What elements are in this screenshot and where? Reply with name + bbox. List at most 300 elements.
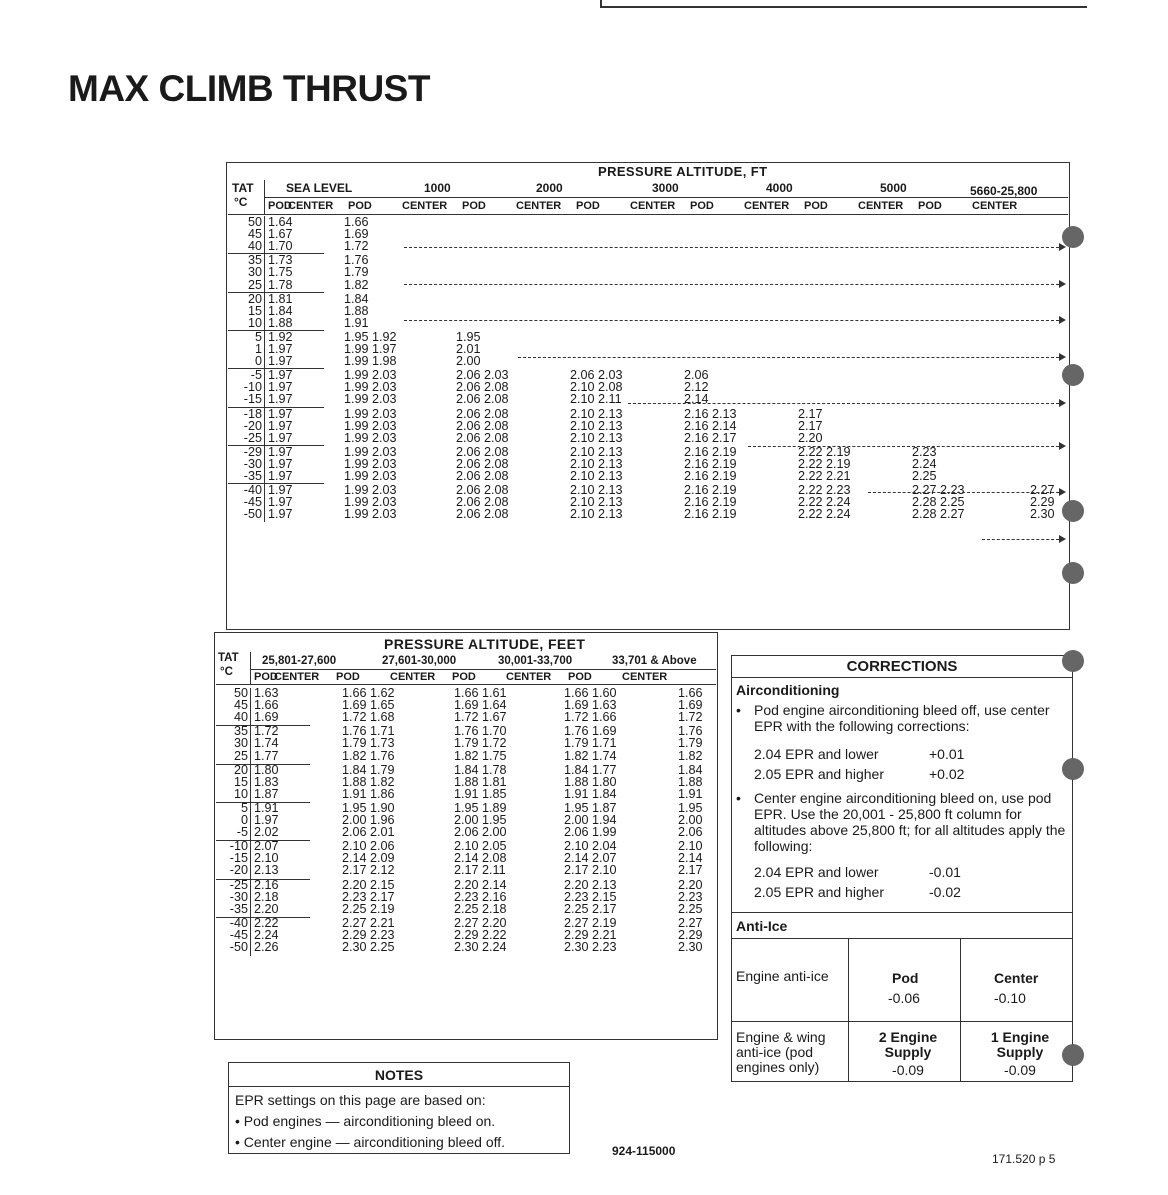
- alt-30001: 30,001-33,700: [498, 655, 573, 667]
- epr-cell: 2.10 2.04: [564, 839, 617, 854]
- pod-cell: 2.26: [254, 940, 279, 954]
- tat-cell: 20: [247, 291, 262, 306]
- epr-cell: 2.25 2.18: [454, 901, 507, 916]
- epr-cell: 2.16 2.19: [684, 444, 737, 459]
- epr-cell: 1.99 1.97: [344, 342, 397, 356]
- subhead-pod: POD: [576, 200, 600, 212]
- tat-cell: 35: [247, 253, 262, 268]
- epr-cell: 2.00 1.96: [342, 813, 395, 827]
- epr-cell: 2.06 2.08: [456, 495, 509, 510]
- epr-cell: 2.06 2.08: [456, 469, 509, 483]
- subhead-pod: POD: [462, 200, 486, 212]
- epr-cell: 2.06: [678, 825, 703, 840]
- alt-27601: 27,601-30,000: [382, 655, 457, 667]
- pod-cell: 2.13: [254, 863, 279, 878]
- epr-cell: 2.27 2.21: [342, 915, 395, 930]
- tat-cell: -40: [229, 915, 248, 930]
- epr-cell: 1.66: [678, 686, 703, 700]
- notes-item2: • Center engine — airconditioning bleed off.: [235, 1134, 506, 1150]
- tat-cell: 10: [247, 315, 262, 330]
- epr-cell: 1.88 1.81: [454, 774, 507, 789]
- epr-cell: 1.95 1.87: [564, 800, 617, 815]
- pod-cell: 1.67: [268, 227, 293, 242]
- epr-cell: 1.79 1.73: [342, 736, 395, 751]
- epr-cell: 2.06 2.08: [456, 430, 509, 445]
- tat-cell: -45: [243, 495, 262, 510]
- pod-cell: 1.97: [268, 469, 293, 483]
- epr-cell: 2.10 2.06: [342, 839, 395, 854]
- tat-cell: 0: [240, 813, 248, 827]
- epr-cell: 1.66 1.62: [342, 686, 395, 700]
- lower-tat-label: TAT: [218, 652, 239, 664]
- epr-cell: 2.06: [684, 368, 709, 383]
- ew-pod-value: -0.09: [892, 1062, 924, 1078]
- ew-center-label: 1 Engine Supply: [990, 1029, 1050, 1060]
- epr-cell: 2.16 2.19: [684, 469, 737, 483]
- continuation-arrow: [518, 357, 1064, 358]
- pod-cell: 2.18: [254, 889, 279, 904]
- epr-cell: 2.29: [1030, 495, 1055, 510]
- epr-cell: 2.24: [912, 456, 937, 471]
- subhead-center: CENTER: [288, 200, 334, 212]
- tat-cell: 1: [254, 342, 262, 356]
- epr-cell: 2.16 2.19: [684, 483, 737, 498]
- epr-cell: 1.76: [678, 724, 703, 739]
- epr-cell: 1.88 1.82: [342, 774, 395, 789]
- pod-cell: 1.66: [254, 698, 279, 713]
- continuation-arrow: [868, 492, 1064, 493]
- epr-cell: 1.79: [344, 265, 369, 280]
- pod-cell: 1.84: [268, 303, 293, 318]
- epr-cell: 2.30: [678, 940, 703, 954]
- b2-line1: [754, 864, 1054, 880]
- epr-cell: 2.22 2.24: [798, 495, 851, 510]
- epr-cell: 2.06 2.08: [456, 456, 509, 471]
- epr-cell: 2.10 2.13: [570, 507, 623, 522]
- b1-line1-value: +0.01: [929, 746, 965, 762]
- epr-cell: 1.91 1.85: [454, 786, 507, 801]
- epr-cell: 2.06 2.00: [454, 825, 507, 840]
- epr-cell: 1.69: [678, 698, 703, 713]
- engine-wing-label: Engine & wing anti-ice (pod engines only): [736, 1029, 826, 1075]
- alt-1000: 1000: [424, 181, 451, 195]
- ew-center-value: -0.09: [1004, 1062, 1036, 1078]
- antiice-center-label: Center: [994, 970, 1039, 986]
- tat-cell: -40: [243, 483, 262, 498]
- subhead-pod: POD: [918, 200, 942, 212]
- tat-cell: 15: [233, 774, 248, 789]
- epr-cell: 2.30 2.24: [454, 940, 507, 954]
- pod-cell: 1.92: [268, 329, 293, 344]
- pod-cell: 1.97: [268, 354, 293, 369]
- subhead-pod: POD: [336, 671, 360, 683]
- subhead-pod: POD: [804, 200, 828, 212]
- epr-cell: 2.17 2.10: [564, 863, 617, 878]
- epr-cell: 1.66 1.61: [454, 686, 507, 700]
- epr-cell: 1.76 1.69: [564, 724, 617, 739]
- tat-cell: 30: [247, 265, 262, 280]
- tat-cell: -20: [243, 418, 262, 433]
- tat-cell: 5: [240, 800, 248, 815]
- epr-cell: 2.10 2.13: [570, 483, 623, 498]
- alt-3000: 3000: [652, 181, 679, 195]
- subhead-pod: POD: [348, 200, 372, 212]
- b2-line1-label: 2.04 EPR and lower: [754, 864, 879, 880]
- epr-cell: 2.14 2.07: [564, 851, 617, 866]
- pod-cell: 1.63: [254, 686, 279, 700]
- tat-cell: 50: [247, 215, 262, 229]
- epr-cell: 1.95: [678, 800, 703, 815]
- tat-cell: -25: [243, 430, 262, 445]
- epr-cell: 1.76 1.70: [454, 724, 507, 739]
- subhead-pod: POD: [268, 200, 292, 212]
- epr-cell: 2.17: [678, 863, 703, 878]
- epr-cell: 1.88: [678, 774, 703, 789]
- epr-cell: 2.17 2.12: [342, 863, 395, 878]
- b1-line2-value: +0.02: [929, 766, 965, 782]
- subhead-center: CENTER: [390, 671, 436, 683]
- tat-cell: -30: [243, 456, 262, 471]
- epr-cell: 2.10: [678, 839, 703, 854]
- tat-cell: 25: [247, 277, 262, 292]
- page-tab-6: [1062, 758, 1084, 780]
- pod-cell: 2.07: [254, 839, 279, 854]
- notes-item1-text: Pod engines — airconditioning bleed on.: [243, 1113, 496, 1129]
- epr-cell: 2.10 2.13: [570, 495, 623, 510]
- epr-cell: 2.22 2.23: [798, 483, 851, 498]
- epr-cell: 2.20 2.13: [564, 877, 617, 892]
- tat-cell: 40: [247, 239, 262, 254]
- epr-cell: 1.88 1.80: [564, 774, 617, 789]
- b1-line1: [754, 746, 1054, 762]
- epr-cell: 1.79: [678, 736, 703, 751]
- page-tab-7: [1062, 1044, 1084, 1066]
- alt-sea-level: SEA LEVEL: [286, 181, 353, 195]
- continuation-arrow: [404, 247, 1064, 248]
- epr-cell: 2.12: [684, 380, 709, 395]
- subhead-pod: POD: [452, 671, 476, 683]
- epr-cell: 1.95: [456, 329, 481, 344]
- page-ref: 171.520 p 5: [992, 1152, 1056, 1166]
- antiice-pod-value: -0.06: [888, 990, 920, 1006]
- pod-cell: 1.88: [268, 315, 293, 330]
- pod-cell: 1.97: [268, 406, 293, 421]
- epr-cell: 1.72: [678, 710, 703, 725]
- pod-cell: 1.87: [254, 786, 279, 801]
- tat-cell: -50: [229, 940, 248, 954]
- pod-cell: 1.72: [254, 724, 279, 739]
- tat-cell: 45: [247, 227, 262, 242]
- epr-cell: 2.22 2.19: [798, 444, 851, 459]
- lower-table-caption: PRESSURE ALTITUDE, FEET: [384, 636, 586, 652]
- tat-cell: 40: [233, 710, 248, 725]
- tat-cell: -10: [229, 839, 248, 854]
- epr-cell: 2.14 2.08: [454, 851, 507, 866]
- epr-cell: 2.14: [684, 392, 709, 407]
- epr-cell: 1.99 2.03: [344, 430, 397, 445]
- tat-unit: °C: [234, 195, 248, 209]
- b2-line1-value: -0.01: [929, 864, 961, 880]
- epr-cell: 2.06 2.03: [456, 368, 509, 383]
- b1-line2: [754, 766, 1054, 782]
- aircond-bullet1: • Pod engine airconditioning bleed off, use center EPR with the following corrections:: [736, 702, 1066, 734]
- subhead-center: CENTER: [630, 200, 676, 212]
- tat-cell: -29: [243, 444, 262, 459]
- engine-antiice-label: Engine anti-ice: [736, 968, 829, 984]
- pod-cell: 2.02: [254, 825, 279, 840]
- epr-cell: 2.28 2.25: [912, 495, 965, 510]
- alt-5660: 5660-25,800: [970, 184, 1038, 198]
- tat-cell: 25: [233, 748, 248, 763]
- pod-cell: 1.78: [268, 277, 293, 292]
- epr-cell: 2.06 2.08: [456, 483, 509, 498]
- tat-cell: 5: [254, 329, 262, 344]
- epr-cell: 1.66 1.60: [564, 686, 617, 700]
- epr-cell: 2.16 2.19: [684, 507, 737, 522]
- tat-cell: -15: [229, 851, 248, 866]
- epr-cell: 1.91: [344, 315, 369, 330]
- b1-line2-label: 2.05 EPR and higher: [754, 766, 884, 782]
- epr-cell: 1.72 1.68: [342, 710, 395, 725]
- epr-cell: 2.27 2.23: [912, 483, 965, 498]
- epr-cell: 2.10 2.05: [454, 839, 507, 854]
- pod-cell: 1.74: [254, 736, 279, 751]
- corrections-box: [731, 655, 1073, 1082]
- tat-cell: -30: [229, 889, 248, 904]
- epr-cell: 2.23: [912, 444, 937, 459]
- pod-cell: 1.69: [254, 710, 279, 725]
- epr-cell: 2.06 2.08: [456, 406, 509, 421]
- tat-label: TAT: [232, 181, 254, 195]
- epr-cell: 1.95 1.92: [344, 329, 397, 344]
- notes-item1: • Pod engines — airconditioning bleed on.: [235, 1113, 496, 1129]
- epr-cell: 2.29 2.23: [342, 927, 395, 942]
- continuation-arrow: [404, 284, 1064, 285]
- epr-cell: 1.69 1.64: [454, 698, 507, 713]
- lower-tat-unit: °C: [220, 666, 233, 678]
- epr-cell: 2.06 2.08: [456, 380, 509, 395]
- epr-cell: 1.84: [678, 762, 703, 777]
- epr-cell: 1.88: [344, 303, 369, 318]
- epr-cell: 1.91 1.86: [342, 786, 395, 801]
- ew-pod-label: 2 Engine Supply: [878, 1029, 938, 1060]
- subhead-center: CENTER: [402, 200, 448, 212]
- epr-cell: 2.22 2.21: [798, 469, 851, 483]
- alt-25801: 25,801-27,600: [262, 655, 337, 667]
- tat-cell: -10: [243, 380, 262, 395]
- epr-cell: 2.25: [912, 469, 937, 483]
- page-tab-2: [1062, 364, 1084, 386]
- epr-cell: 1.76 1.71: [342, 724, 395, 739]
- epr-cell: 1.84 1.77: [564, 762, 617, 777]
- epr-cell: 2.10 2.13: [570, 456, 623, 471]
- continuation-arrow: [982, 539, 1064, 540]
- subhead-center: CENTER: [972, 200, 1018, 212]
- pod-cell: 1.97: [268, 483, 293, 498]
- pod-cell: 1.91: [254, 800, 279, 815]
- epr-cell: 2.06 2.01: [342, 825, 395, 840]
- tat-cell: -5: [250, 368, 262, 383]
- epr-cell: 1.69 1.65: [342, 698, 395, 713]
- pod-cell: 2.20: [254, 901, 279, 916]
- b1-line1-label: 2.04 EPR and lower: [754, 746, 879, 762]
- page-tab-4: [1062, 562, 1084, 584]
- epr-cell: 1.84: [344, 291, 369, 306]
- epr-cell: 2.29 2.21: [564, 927, 617, 942]
- epr-cell: 1.91: [678, 786, 703, 801]
- epr-cell: 1.72: [344, 239, 369, 254]
- subhead-center: CENTER: [516, 200, 562, 212]
- epr-cell: 2.10 2.13: [570, 469, 623, 483]
- alt-2000: 2000: [536, 181, 563, 195]
- pod-cell: 1.70: [268, 239, 293, 254]
- epr-cell: 2.29: [678, 927, 703, 942]
- b2-line2-label: 2.05 EPR and higher: [754, 884, 884, 900]
- pod-cell: 1.97: [268, 392, 293, 407]
- notes-box: [228, 1062, 570, 1154]
- epr-cell: 2.20: [678, 877, 703, 892]
- pod-cell: 1.83: [254, 774, 279, 789]
- epr-cell: 2.28 2.27: [912, 507, 965, 522]
- epr-cell: 2.30: [1030, 507, 1055, 522]
- pod-cell: 1.64: [268, 215, 293, 229]
- epr-cell: 1.84 1.78: [454, 762, 507, 777]
- epr-cell: 2.06 2.03: [570, 368, 623, 383]
- epr-cell: 2.29 2.22: [454, 927, 507, 942]
- subhead-center: CENTER: [274, 671, 320, 683]
- pod-cell: 2.10: [254, 851, 279, 866]
- pod-cell: 1.73: [268, 253, 293, 268]
- epr-cell: 1.99 2.03: [344, 456, 397, 471]
- lower-table-header: [216, 652, 716, 685]
- top-frame-line: [600, 0, 1087, 8]
- antiice-pod-label: Pod: [892, 970, 919, 986]
- epr-cell: 1.99 2.03: [344, 368, 397, 383]
- page-tab-3: [1062, 500, 1084, 522]
- epr-cell: 2.06 2.08: [456, 507, 509, 522]
- tat-cell: 10: [233, 786, 248, 801]
- antiice-center-value: -0.10: [994, 990, 1026, 1006]
- pod-cell: 1.97: [268, 444, 293, 459]
- pod-cell: 1.97: [268, 495, 293, 510]
- epr-cell: 1.79 1.71: [564, 736, 617, 751]
- tat-cell: -50: [243, 507, 262, 522]
- epr-cell: 2.30 2.25: [342, 940, 395, 954]
- epr-cell: 2.17: [798, 418, 823, 433]
- pod-cell: 2.22: [254, 915, 279, 930]
- tat-cell: -15: [243, 392, 262, 407]
- epr-cell: 1.82 1.75: [454, 748, 507, 763]
- epr-cell: 2.14 2.09: [342, 851, 395, 866]
- epr-cell: 2.14: [678, 851, 703, 866]
- epr-cell: 2.25 2.17: [564, 901, 617, 916]
- aircond-heading: Airconditioning: [736, 682, 840, 698]
- tat-cell: -35: [229, 901, 248, 916]
- upper-table-caption: PRESSURE ALTITUDE, FT: [598, 164, 768, 179]
- epr-cell: 1.69: [344, 227, 369, 242]
- subhead-center: CENTER: [744, 200, 790, 212]
- antiice-heading: Anti-Ice: [736, 918, 788, 934]
- epr-cell: 1.99 1.98: [344, 354, 397, 369]
- epr-cell: 2.10 2.13: [570, 444, 623, 459]
- pod-cell: 1.97: [268, 380, 293, 395]
- pod-cell: 1.97: [268, 368, 293, 383]
- pod-cell: 1.75: [268, 265, 293, 280]
- epr-cell: 1.76: [344, 253, 369, 268]
- epr-cell: 2.20 2.15: [342, 877, 395, 892]
- epr-cell: 1.99 2.03: [344, 483, 397, 498]
- alt-33701: 33,701 & Above: [612, 655, 697, 667]
- epr-cell: 1.99 2.03: [344, 495, 397, 510]
- upper-table-header: [228, 180, 1068, 215]
- epr-cell: 2.22 2.19: [798, 456, 851, 471]
- pod-cell: 1.97: [268, 507, 293, 522]
- epr-cell: 1.82: [678, 748, 703, 763]
- pod-cell: 1.80: [254, 762, 279, 777]
- epr-cell: 2.22 2.24: [798, 507, 851, 522]
- epr-cell: 2.00 1.94: [564, 813, 617, 827]
- page-tab-5: [1062, 650, 1084, 672]
- epr-cell: 1.99 2.03: [344, 444, 397, 459]
- tat-cell: 20: [233, 762, 248, 777]
- tat-cell: -45: [229, 927, 248, 942]
- epr-cell: 1.95 1.89: [454, 800, 507, 815]
- epr-cell: 2.23 2.16: [454, 889, 507, 904]
- epr-cell: 2.17 2.11: [454, 863, 506, 878]
- pod-cell: 1.97: [268, 342, 293, 356]
- epr-cell: 2.23 2.15: [564, 889, 617, 904]
- subhead-pod: POD: [254, 671, 278, 683]
- bullet1-text: Pod engine airconditioning bleed off, use center EPR with the following corrections:: [754, 702, 1050, 734]
- epr-cell: 1.99 2.03: [344, 418, 397, 433]
- tat-cell: 45: [233, 698, 248, 713]
- epr-cell: 2.00 1.95: [454, 813, 507, 827]
- epr-cell: 2.06 2.08: [456, 444, 509, 459]
- epr-cell: 2.27: [678, 915, 703, 930]
- subhead-pod: POD: [690, 200, 714, 212]
- epr-cell: 2.20 2.14: [454, 877, 507, 892]
- notes-heading: NOTES: [374, 1067, 424, 1083]
- bullet2-text: Center engine airconditioning bleed on, use pod EPR. Use the 20,001 - 25,800 ft column for altitudes above 25,800 ft; for all altitudes apply the following:: [754, 790, 1066, 854]
- pod-cell: 2.24: [254, 927, 279, 942]
- epr-cell: 2.23 2.17: [342, 889, 395, 904]
- epr-cell: 2.16 2.19: [684, 456, 737, 471]
- epr-cell: 1.72 1.67: [454, 710, 507, 725]
- epr-cell: 2.27 2.20: [454, 915, 507, 930]
- continuation-arrow: [628, 403, 1064, 404]
- epr-cell: 2.10 2.13: [570, 430, 623, 445]
- tat-cell: -35: [243, 469, 262, 483]
- notes-intro: EPR settings on this page are based on:: [235, 1092, 486, 1108]
- tat-cell: -20: [229, 863, 248, 878]
- epr-cell: 1.79 1.72: [454, 736, 507, 751]
- corrections-title: CORRECTIONS: [732, 656, 1072, 678]
- b2-line2: [754, 884, 1054, 900]
- epr-cell: 1.99 2.03: [344, 406, 397, 421]
- epr-cell: 2.23: [678, 889, 703, 904]
- epr-cell: 1.99 2.03: [344, 469, 397, 483]
- epr-cell: 2.10 2.08: [570, 380, 623, 395]
- subhead-center: CENTER: [622, 671, 668, 683]
- epr-cell: 2.20: [798, 430, 823, 445]
- epr-cell: 2.16 2.13: [684, 406, 737, 421]
- b2-line2-value: -0.02: [929, 884, 961, 900]
- epr-cell: 2.06 2.08: [456, 392, 509, 407]
- notes-item2-text: Center engine — airconditioning bleed off.: [243, 1134, 506, 1150]
- epr-cell: 2.00: [678, 813, 703, 827]
- epr-cell: 1.91 1.84: [564, 786, 617, 801]
- doc-number: 924-115000: [612, 1144, 676, 1158]
